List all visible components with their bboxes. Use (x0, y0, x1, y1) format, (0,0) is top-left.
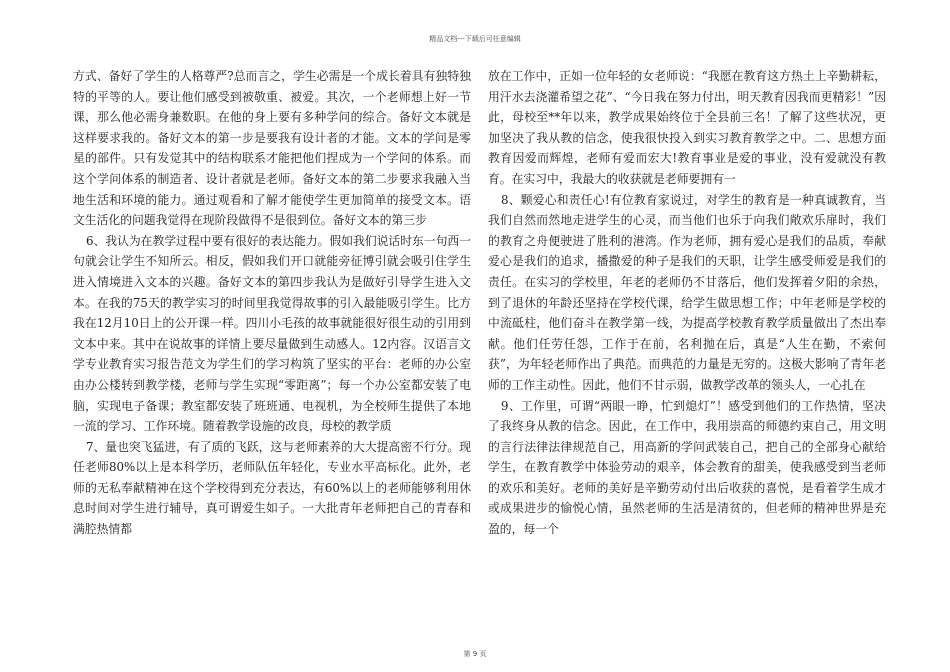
paragraph: 放在工作中，正如一位年轻的女老师说：“我愿在教育这方热土上辛勤耕耘，用汗水去浇灌希望之花”、“今日我在努力付出，明天教育因我而更精彩！”因此，母校至**年以来，教学成果始终位于全县前三名！了解了这些状况，更加坚决了我从教的信念，使我很快投入到实习教育教学之中。二、思想方面教育因爱而辉煌，老师有爱而宏大!教育事业是爱的事业，没有爱就没有教育。在实习中，我最大的收获就是老师要拥有一 (488, 69, 886, 186)
paragraph: 6、我认为在教学过程中要有很好的表达能力。假如我们说话时东一句西一句就会让学生不知所云。相反，假如我们开口就能旁征博引就会吸引住学生进入情境进入文本的兴趣。备好文本的第四步我认为是做好引导学生进入文本。在我的75天的教学实习的时间里我觉得故事的引入最能吸引学生。比方我在12月10日上的公开课一样。四川小毛孩的故事就能很好很生动的引用到文本中来。其中在说故事的详情上要尽量做到生动感人。12内容。汉语言文学专业教育实习报告范文为学生们的学习构筑了坚实的平台：老师的办公室由办公楼转到教学楼，老师与学生实现“零距离”；每一个办公室都安装了电脑，实现电子备课；教室都安装了班班通、电视机，为全校师生提供了本地一流的学习、工作环境。随着教学设施的改良，母校的教学质 (73, 233, 471, 434)
paragraph: 9、工作里，可谓“两眼一睁，忙到熄灯”！感受到他们的工作热情，坚决了我终身从教的信念。因此，在工作中，我用崇高的师德约束自己，用文明的言行法律法律规范自己，用高新的学问武装自己，把自己的全部身心献给学生，在教育教学中体验劳动的艰辛，体会教育的甜美，使我感受到当老师的欢乐和美好。老师的美好是辛勤劳动付出后收获的喜悦，是看着学生成才或成果进步的愉悦心情，虽然老师的生活是清贫的，但老师的精神世界是充盈的，每一个 (488, 398, 886, 537)
paragraph: 7、量也突飞猛进，有了质的飞跃，这与老师素养的大大提高密不行分。现任老师80%以上是本科学历，老师队伍年轻化，专业水平高标化。此外，老师的无私奉献精神在这个学校得到充分表达，有60%以上的老师能够利用休息时间对学生进行辅导，真可谓爱生如子。一大批青年老师把自己的青春和满腔热情都 (73, 439, 471, 537)
page-number: 第 9 页 (463, 650, 487, 658)
paragraph: 方式、备好了学生的人格尊严?总而言之，学生必需是一个成长着具有独特独特的平等的人。要让他们感受到被敬重、被爱。其次，一个老师想上好一节课，那么他必需身兼数职。在他的身上要有多种学问的综合。备好文本就是这样要求我的。备好文本的第一步是要我有设计者的才能。文本的学问是零星的部件。只有发觉其中的结构联系才能把他们捏成为一个学问的体系。而这个学问体系的制造者、设计者就是老师。备好文本的第二步要求我融入当地生活和环境的能力。通过观看和了解才能使学生更加简单的接受文本。语文生活化的问题我觉得在现阶段做得不是很到位。备好文本的第三步 (73, 69, 471, 228)
right-text-column (488, 66, 886, 540)
left-text-column (73, 66, 471, 540)
paragraph: 8、颗爱心和责任心!有位教育家说过，对学生的教育是一种真诚教育，当我们自然而然地走进学生的心灵，而当他们也乐于向我们敞欢乐扉时，我们的教育之舟便驶进了胜利的港湾。作为老师，拥有爱心是我们的品质，奉献爱心是我们的追求，播撒爱的种子是我们的天职，让学生感受师爱是我们的责任。在实习的学校里，年老的老师仍不甘落后，他们发挥着夕阳的余热，到了退休的年龄还坚持在学校代课，给学生做思想工作；中年老师是学校的中流砥柱，他们奋斗在教学第一线，为提高学校教育教学质量做出了杰出奉献。他们任劳任怨，工作于在前，名利抛在后，真是“人生在勤，不索何获”，为年轻老师作出了典范。而典范的力量是无穷的。这极大影响了青年老师的工作主动性。因此，他们不甘示弱，做教学改革的领头人，一心扎在 (488, 192, 886, 392)
page-header: 精品文档---下载后可任意编辑 (429, 35, 521, 43)
